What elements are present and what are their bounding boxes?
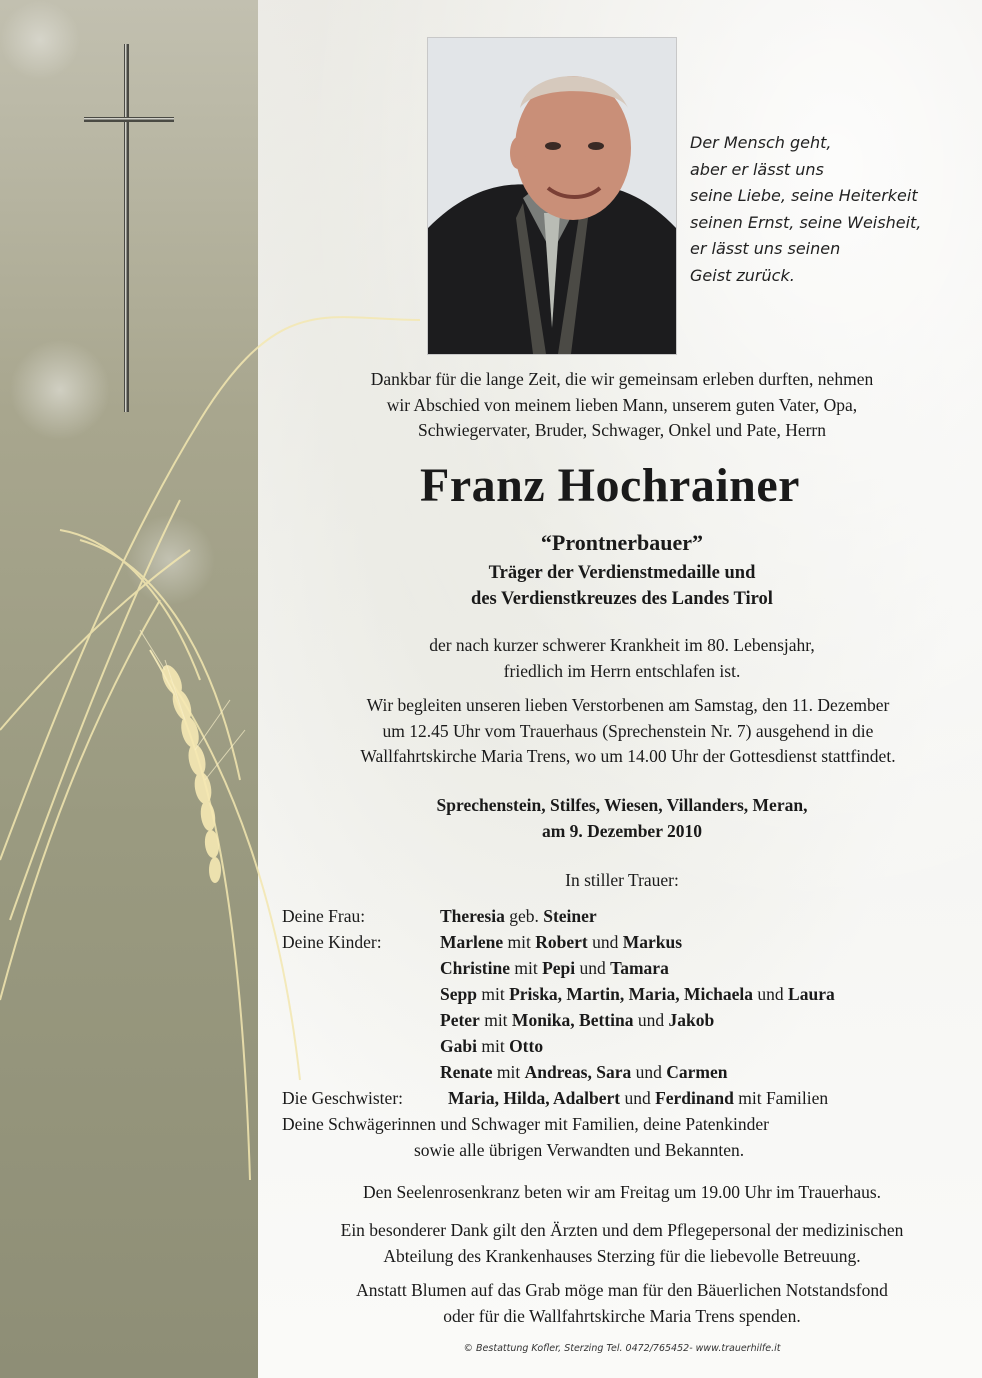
- name: Tamara: [610, 958, 669, 978]
- honors-line: des Verdienstkreuzes des Landes Tirol: [471, 589, 773, 609]
- relatives-value: [440, 981, 835, 1007]
- funeral-line: um 12.45 Uhr vom Trauerhaus (Sprechenstein Nr. 7) ausgehend in die: [382, 720, 874, 741]
- quote-line: seinen Ernst, seine Weisheit,: [690, 212, 922, 232]
- name: Renate: [440, 1062, 493, 1082]
- relatives-row-children: [282, 929, 962, 955]
- relatives-row-others: [282, 1137, 962, 1163]
- relatives-value: [440, 1059, 727, 1085]
- name: Ferdinand: [655, 1088, 734, 1108]
- name: Laura: [788, 984, 835, 1004]
- memorial-quote: [690, 130, 980, 289]
- donation-line: Anstatt Blumen auf das Grab möge man für den Bäuerlichen Notstandsfond: [356, 1280, 888, 1300]
- name: Markus: [622, 932, 683, 952]
- name: Maria, Hilda, Adalbert: [448, 1088, 621, 1108]
- passing-line: der nach kurzer schwerer Krankheit im 80. Lebensjahr,: [429, 635, 815, 655]
- name: Otto: [509, 1036, 544, 1056]
- relatives-value: [440, 955, 669, 981]
- deceased-name: Franz Hochrainer: [420, 459, 800, 512]
- name: Sepp: [440, 984, 477, 1004]
- quote-line: Der Mensch geht,: [690, 133, 832, 152]
- name: Robert: [535, 932, 588, 952]
- relatives-value: [448, 1085, 828, 1111]
- honors: [262, 560, 982, 612]
- name: Marlene: [440, 932, 504, 952]
- quote-line: seine Liebe, seine Heiterkeit: [690, 186, 918, 205]
- name: Peter: [440, 1010, 480, 1030]
- thanks-line: Abteilung des Krankenhauses Sterzing für die liebevolle Betreuung.: [383, 1245, 861, 1266]
- thanks-line: Ein besonderer Dank gilt den Ärzten und dem Pflegepersonal der medizinischen: [340, 1220, 904, 1240]
- relatives-label: Die Geschwister:: [282, 1088, 404, 1108]
- portrait-image: [428, 38, 676, 354]
- inlaws-text: Deine Schwägerinnen und Schwager mit Familien, deine Patenkinder: [282, 1114, 769, 1134]
- relatives-label: Deine Frau:: [282, 906, 366, 926]
- intro-line: Dankbar für die lange Zeit, die wir gemeinsam erleben durften, nehmen: [370, 369, 874, 389]
- donation-text: [262, 1278, 982, 1329]
- mourning-heading: In stiller Trauer:: [565, 870, 679, 890]
- thanks-text: [262, 1218, 982, 1269]
- quote-line: Geist zurück.: [690, 265, 795, 285]
- place-date: [262, 793, 982, 844]
- name: Christine: [440, 958, 510, 978]
- connector: geb.: [504, 906, 544, 926]
- rosary-text: Den Seelenrosenkranz beten wir am Freitag um 19.00 Uhr im Trauerhaus.: [362, 1182, 882, 1202]
- footer-imprint: © Bestattung Kofler, Sterzing Tel. 0472/765452- www.trauerhilfe.it: [463, 1343, 781, 1354]
- connector: und: [633, 1010, 669, 1030]
- intro-text: [262, 367, 982, 444]
- portrait-photo: [428, 38, 676, 354]
- name: Priska, Martin, Maria, Michaela: [509, 984, 754, 1004]
- relatives-row-child: [282, 955, 962, 981]
- deceased-nickname: “Prontnerbauer”: [540, 530, 704, 555]
- place-line: Sprechenstein, Stilfes, Wiesen, Villanders, Meran,: [436, 795, 808, 815]
- relatives-value: [440, 1033, 543, 1059]
- date-line: am 9. Dezember 2010: [541, 820, 703, 841]
- connector: mit: [476, 1036, 510, 1056]
- connector: und: [753, 984, 789, 1004]
- quote-line: aber er lässt uns: [690, 159, 824, 179]
- donation-line: oder für die Wallfahrtskirche Maria Trens spenden.: [443, 1305, 801, 1326]
- honors-line: Träger der Verdienstmedaille und: [488, 563, 756, 583]
- passing-text: [262, 633, 982, 684]
- intro-line: wir Abschied von meinem lieben Mann, unserem guten Vater, Opa,: [386, 394, 858, 415]
- connector: und: [587, 932, 623, 952]
- name: Steiner: [543, 906, 597, 926]
- relatives-row-child: [282, 981, 962, 1007]
- funeral-text: [268, 693, 982, 770]
- cross-icon: [0, 0, 200, 420]
- relatives-list: [282, 903, 962, 1163]
- connector: mit: [492, 1062, 525, 1082]
- connector: mit: [479, 1010, 512, 1030]
- passing-line: friedlich im Herrn entschlafen ist.: [503, 660, 741, 681]
- others-text: sowie alle übrigen Verwandten und Bekannten.: [414, 1140, 745, 1160]
- relatives-row-inlaws: [282, 1111, 962, 1137]
- intro-line: Schwiegervater, Bruder, Schwager, Onkel und Pate, Herrn: [417, 420, 827, 440]
- relatives-value: [440, 929, 682, 955]
- connector: mit: [476, 984, 510, 1004]
- name: Gabi: [440, 1036, 477, 1056]
- name: Pepi: [542, 958, 576, 978]
- relatives-value: [440, 903, 597, 929]
- connector: mit Familien: [733, 1088, 829, 1108]
- funeral-line: Wir begleiten unseren lieben Verstorbenen am Samstag, den 11. Dezember: [366, 695, 890, 715]
- connector: mit: [510, 958, 543, 978]
- quote-line: er lässt uns seinen: [690, 239, 841, 258]
- name: Jakob: [668, 1010, 715, 1030]
- name: Andreas, Sara: [524, 1062, 632, 1082]
- relatives-row-child: [282, 1007, 962, 1033]
- connector: und: [631, 1062, 667, 1082]
- funeral-line: Wallfahrtskirche Maria Trens, wo um 14.00 Uhr der Gottesdienst stattfindet.: [360, 746, 896, 766]
- connector: mit: [503, 932, 536, 952]
- relatives-row-child: [282, 1033, 962, 1059]
- relatives-value: [440, 1007, 714, 1033]
- connector: und: [620, 1088, 656, 1108]
- relatives-row-siblings: [282, 1085, 962, 1111]
- relatives-row-child: [282, 1059, 962, 1085]
- relatives-row-wife: [282, 903, 962, 929]
- connector: und: [575, 958, 611, 978]
- name: Theresia: [440, 906, 505, 926]
- name: Carmen: [666, 1062, 728, 1082]
- relatives-label: Deine Kinder:: [282, 932, 382, 952]
- name: Monika, Bettina: [511, 1010, 634, 1030]
